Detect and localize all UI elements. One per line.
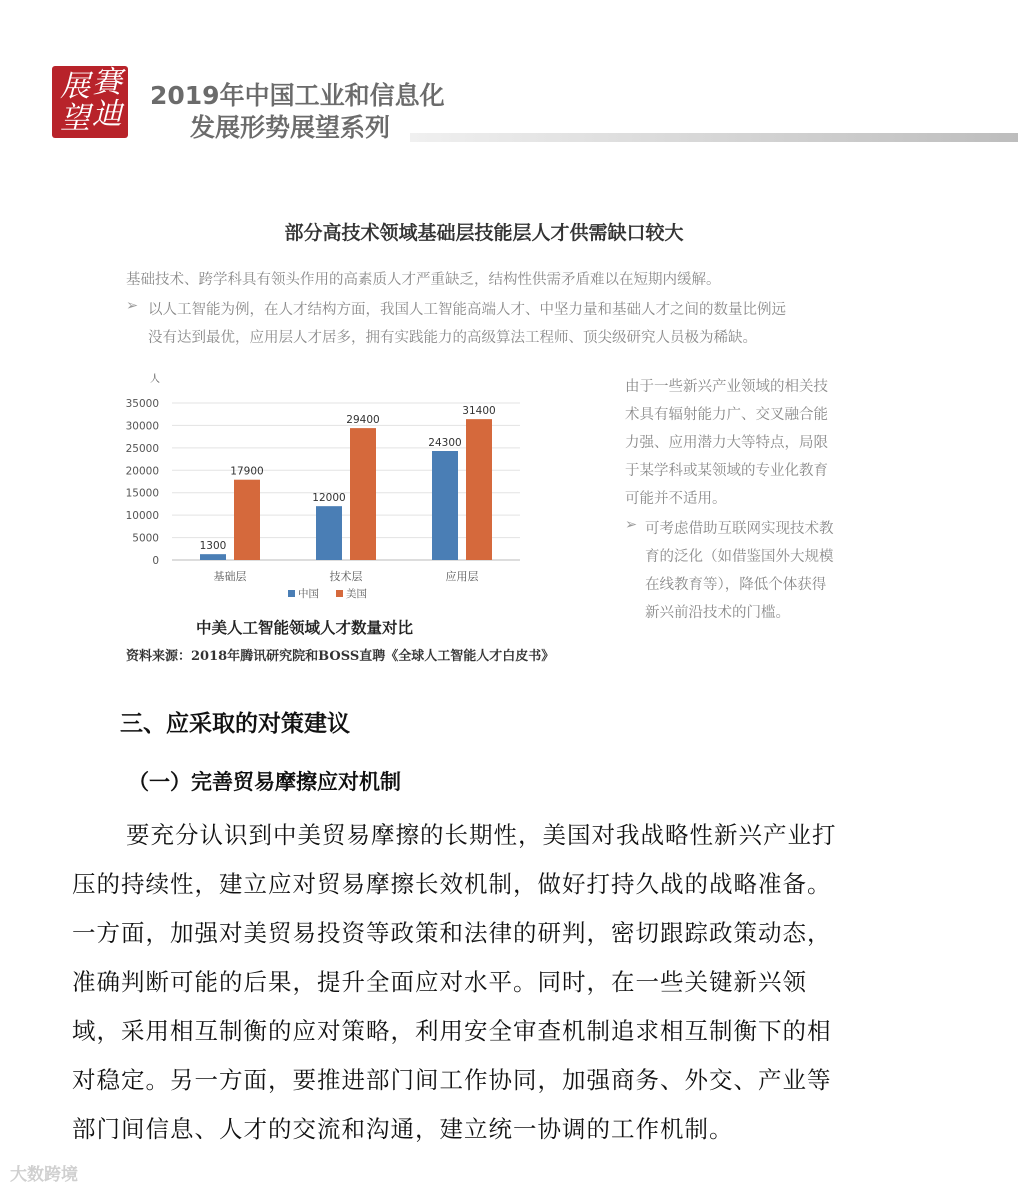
x-tick-label: 技术层 bbox=[329, 570, 363, 583]
slide-intro: 基础技术、跨学科具有领头作用的高素质人才严重缺乏，结构性供需矛盾难以在短期内缓解。 bbox=[126, 272, 721, 288]
side-bullet-line: 在线教育等），降低个体获得 bbox=[645, 577, 827, 593]
bar-中国 bbox=[316, 506, 342, 560]
y-tick-label: 0 bbox=[152, 555, 159, 567]
bar-value-label: 31400 bbox=[462, 405, 496, 418]
bar-value-label: 12000 bbox=[312, 492, 346, 505]
side-bullet-line: 育的泛化（如借鉴国外大规模 bbox=[645, 549, 834, 565]
paragraph-line: 要充分认识到中美贸易摩擦的长期性，美国对我战略性新兴产业打 bbox=[126, 821, 837, 849]
header-title-line1: 2019年中国工业和信息化 bbox=[150, 81, 445, 110]
seal-char: 迪 bbox=[92, 97, 122, 132]
y-tick-label: 10000 bbox=[125, 510, 159, 523]
side-bullet-line: 新兴前沿技术的门槛。 bbox=[645, 605, 790, 621]
y-axis-unit-label: 人 bbox=[150, 374, 160, 385]
side-text-line: 由于一些新兴产业领域的相关技 bbox=[625, 379, 828, 395]
talent-bar-chart bbox=[110, 365, 530, 610]
bullet1-line1: 以人工智能为例，在人才结构方面，我国人工智能高端人才、中坚力量和基础人才之间的数量比例远 bbox=[148, 302, 786, 318]
y-tick-label: 35000 bbox=[125, 398, 159, 410]
paragraph-line: 压的持续性，建立应对贸易摩擦长效机制，做好打持久战的战略准备。 bbox=[72, 870, 832, 898]
bar-value-label: 17900 bbox=[230, 465, 264, 478]
bar-value-label: 24300 bbox=[428, 436, 462, 449]
bullet-arrow-icon: ➢ bbox=[126, 298, 139, 314]
x-tick-label: 应用层 bbox=[445, 570, 479, 583]
bar-value-label: 29400 bbox=[346, 414, 380, 427]
y-tick-label: 30000 bbox=[125, 420, 159, 433]
header-title-line2: 发展形势展望系列 bbox=[190, 113, 391, 142]
bullet1-line2: 没有达到最优，应用层人才居多，拥有实践能力的高级算法工程师、顶尖级研究人员极为稀缺。 bbox=[148, 330, 757, 346]
bar-美国 bbox=[234, 480, 260, 560]
watermark: 大数跨境 bbox=[10, 1165, 78, 1185]
y-tick-label: 20000 bbox=[125, 465, 159, 478]
y-tick-label: 15000 bbox=[125, 487, 159, 500]
paragraph-line: 一方面，加强对美贸易投资等政策和法律的研判，密切跟踪政策动态， bbox=[72, 919, 832, 947]
bar-美国 bbox=[466, 419, 492, 560]
legend-swatch bbox=[336, 590, 343, 597]
legend-label: 中国 bbox=[298, 588, 319, 600]
section-heading: 三、应采取的对策建议 bbox=[120, 711, 350, 737]
side-text-line: 术具有辐射能力广、交叉融合能 bbox=[625, 407, 828, 423]
seal-logo bbox=[52, 66, 128, 138]
paragraph-line: 准确判断可能的后果，提升全面应对水平。同时，在一些关键新兴领 bbox=[72, 968, 807, 996]
paragraph-line: 对稳定。另一方面，要推进部门间工作协同，加强商务、外交、产业等 bbox=[72, 1066, 832, 1094]
section-subheading: （一）完善贸易摩擦应对机制 bbox=[128, 769, 401, 794]
bullet-arrow-icon: ➢ bbox=[625, 517, 638, 533]
side-text-line: 力强、应用潜力大等特点，局限 bbox=[625, 435, 828, 451]
y-tick-label: 25000 bbox=[125, 442, 159, 455]
seal-char: 賽 bbox=[92, 65, 122, 100]
side-text-line: 可能并不适用。 bbox=[625, 491, 727, 507]
legend-swatch bbox=[288, 590, 295, 597]
bar-中国 bbox=[432, 451, 458, 560]
seal-char: 望 bbox=[60, 101, 90, 136]
chart-caption: 中美人工智能领域人才数量对比 bbox=[196, 619, 414, 637]
slide-title: 部分高技术领域基础层技能层人才供需缺口较大 bbox=[284, 222, 684, 244]
side-bullet-line: 可考虑借助互联网实现技术教 bbox=[645, 521, 834, 537]
bar-value-label: 1300 bbox=[199, 540, 227, 553]
bar-中国 bbox=[200, 554, 226, 560]
chart-source: 资料来源：2018年腾讯研究院和BOSS直聘《全球人工智能人才白皮书》 bbox=[126, 649, 555, 664]
x-tick-label: 基础层 bbox=[213, 570, 247, 583]
legend-label: 美国 bbox=[346, 588, 367, 600]
seal-char: 展 bbox=[60, 69, 90, 104]
paragraph-line: 域，采用相互制衡的应对策略，利用安全审查机制追求相互制衡下的相 bbox=[72, 1017, 832, 1045]
bar-美国 bbox=[350, 428, 376, 560]
y-tick-label: 5000 bbox=[132, 532, 159, 545]
header-divider bbox=[410, 133, 1018, 142]
paragraph-line: 部门间信息、人才的交流和沟通，建立统一协调的工作机制。 bbox=[72, 1115, 734, 1143]
side-text-line: 于某学科或某领域的专业化教育 bbox=[625, 463, 828, 479]
